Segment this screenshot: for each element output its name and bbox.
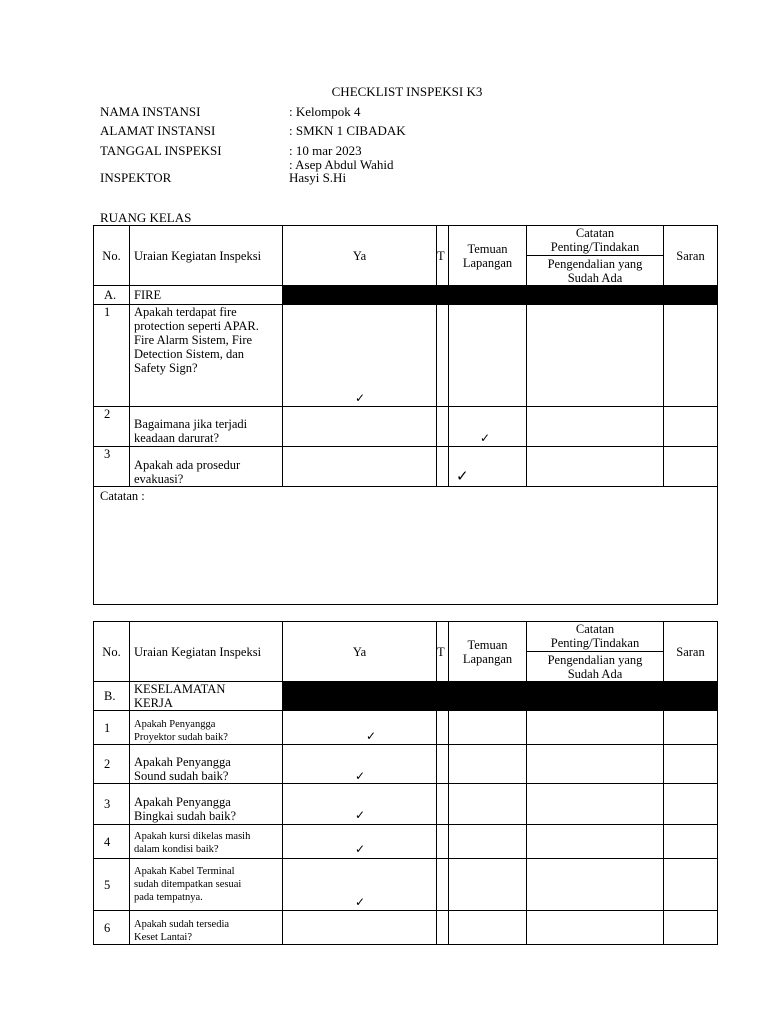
row-desc	[130, 407, 283, 447]
table-header-row	[94, 622, 718, 682]
group-label-line2: KERJA	[134, 696, 173, 710]
catatan-cell[interactable]	[527, 745, 664, 784]
temuan-cell[interactable]	[449, 859, 527, 911]
row-no: 3	[94, 784, 130, 825]
nama-instansi-label: NAMA INSTANSI	[100, 104, 201, 119]
temuan-cell[interactable]	[449, 711, 527, 745]
catatan-cell[interactable]	[527, 711, 664, 745]
ya-cell[interactable]	[283, 305, 437, 407]
row-no: 6	[94, 911, 130, 945]
table-row	[94, 745, 718, 784]
table-row	[94, 784, 718, 825]
catatan-cell[interactable]	[527, 407, 664, 447]
header-tidak: T	[437, 226, 449, 286]
checklist-table-fire	[93, 225, 718, 605]
row-desc	[130, 911, 283, 945]
group-row-keselamatan	[94, 682, 718, 711]
header-saran: Saran	[664, 622, 718, 682]
catatan-cell[interactable]	[527, 447, 664, 487]
row-desc-line: Safety Sign?	[134, 361, 198, 375]
ya-cell[interactable]	[283, 784, 437, 825]
saran-cell[interactable]	[664, 825, 718, 859]
table-row	[94, 407, 718, 447]
group-row-fire	[94, 286, 718, 305]
nama-instansi-value: : Kelompok 4	[289, 104, 361, 119]
group-row-fill	[283, 286, 718, 305]
catatan-cell[interactable]	[527, 859, 664, 911]
tidak-cell[interactable]	[437, 825, 449, 859]
row-desc-line: Apakah Kabel Terminal	[134, 866, 235, 877]
checklist-table-keselamatan	[93, 621, 718, 945]
alamat-instansi-value: : SMKN 1 CIBADAK	[289, 123, 406, 138]
header-catatan-bottom	[527, 256, 663, 285]
row-desc	[130, 305, 283, 407]
ya-cell[interactable]	[283, 447, 437, 487]
row-desc-line: sudah ditempatkan sesuai	[134, 879, 242, 890]
check-mark-icon: ✓	[366, 729, 377, 743]
header-catatan	[527, 622, 664, 682]
header-uraian: Uraian Kegiatan Inspeksi	[130, 226, 283, 286]
catatan-cell[interactable]	[527, 784, 664, 825]
row-desc-line: Sound sudah baik?	[134, 769, 229, 783]
header-temuan	[449, 622, 527, 682]
row-no: 2	[94, 745, 130, 784]
temuan-cell[interactable]	[449, 784, 527, 825]
saran-cell[interactable]	[664, 711, 718, 745]
row-desc	[130, 784, 283, 825]
ya-cell[interactable]	[283, 711, 437, 745]
header-catatan-line1: Catatan	[575, 622, 615, 636]
row-desc-line: Apakah Penyangga	[134, 795, 231, 809]
saran-cell[interactable]	[664, 745, 718, 784]
header-no: No.	[94, 226, 130, 286]
temuan-cell[interactable]	[449, 305, 527, 407]
group-label-line1: KESELAMATAN	[134, 682, 226, 696]
tidak-cell[interactable]	[437, 407, 449, 447]
table-row	[94, 825, 718, 859]
temuan-cell[interactable]	[449, 447, 527, 487]
header-catatan	[527, 226, 664, 286]
header-temuan-line1: Temuan	[467, 637, 508, 652]
table-header-row	[94, 226, 718, 286]
row-desc	[130, 447, 283, 487]
row-desc-line: Fire Alarm Sistem, Fire	[134, 333, 253, 347]
tanggal-inspeksi-value: : 10 mar 2023	[289, 143, 362, 158]
check-mark-icon: ✓	[480, 431, 491, 445]
inspektor-value-line2: Hasyi S.Hi	[289, 170, 347, 185]
row-desc-line: evakuasi?	[134, 472, 184, 486]
header-temuan-line2: Lapangan	[462, 255, 513, 270]
header-catatan-line1: Catatan	[575, 226, 615, 240]
ya-cell[interactable]	[283, 745, 437, 784]
table-row	[94, 305, 718, 407]
header-catatan-line2: Penting/Tindakan	[550, 240, 640, 254]
header-catatan-line3: Pengendalian yang	[547, 653, 643, 667]
header-saran: Saran	[664, 226, 718, 286]
row-desc-line: Apakah Penyangga	[134, 719, 216, 730]
inspektor-label: INSPEKTOR	[100, 170, 172, 185]
header-catatan-line4: Sudah Ada	[567, 271, 623, 285]
saran-cell[interactable]	[664, 407, 718, 447]
ya-cell[interactable]	[283, 859, 437, 911]
catatan-box[interactable]	[94, 487, 718, 605]
table-row	[94, 447, 718, 487]
header-temuan	[449, 226, 527, 286]
temuan-cell[interactable]	[449, 825, 527, 859]
catatan-cell[interactable]	[527, 911, 664, 945]
check-mark-icon: ✓	[355, 842, 366, 856]
row-no: 5	[94, 859, 130, 911]
check-mark-icon: ✓	[355, 391, 366, 405]
temuan-cell[interactable]	[449, 407, 527, 447]
header-temuan-line2: Lapangan	[462, 651, 513, 666]
check-mark-icon: ✓	[355, 769, 366, 783]
ya-cell[interactable]	[283, 825, 437, 859]
check-mark-icon: ✓	[355, 895, 366, 909]
tanggal-inspeksi-label: TANGGAL INSPEKSI	[100, 143, 222, 158]
row-desc	[130, 859, 283, 911]
row-desc-line: Bagaimana jika terjadi	[134, 417, 248, 431]
header-no: No.	[94, 622, 130, 682]
saran-cell[interactable]	[664, 447, 718, 487]
row-desc-line: pada tempatnya.	[134, 892, 203, 903]
table-row	[94, 859, 718, 911]
group-no: A.	[94, 286, 130, 305]
row-desc-line: Bingkai sudah baik?	[134, 809, 237, 823]
tidak-cell[interactable]	[437, 305, 449, 407]
tidak-cell[interactable]	[437, 911, 449, 945]
row-desc-line: Apakah kursi dikelas masih	[134, 831, 251, 842]
row-desc-line: dalam kondisi baik?	[134, 844, 219, 855]
row-desc-line: Keset Lantai?	[134, 932, 193, 943]
header-catatan-bottom	[527, 652, 663, 681]
row-desc-line: keadaan darurat?	[134, 431, 220, 445]
saran-cell[interactable]	[664, 859, 718, 911]
check-mark-icon: ✓	[456, 467, 469, 485]
temuan-cell[interactable]	[449, 745, 527, 784]
document-title: CHECKLIST INSPEKSI K3	[331, 84, 483, 99]
row-no: 3	[94, 447, 130, 487]
group-row-fill	[283, 682, 718, 711]
header-catatan-top	[527, 622, 663, 652]
header-temuan-line1: Temuan	[467, 241, 508, 256]
tidak-cell[interactable]	[437, 859, 449, 911]
saran-cell[interactable]	[664, 784, 718, 825]
catatan-row	[94, 487, 718, 605]
header-uraian: Uraian Kegiatan Inspeksi	[130, 622, 283, 682]
row-no: 2	[94, 407, 130, 447]
saran-cell[interactable]	[664, 305, 718, 407]
table-row	[94, 911, 718, 945]
row-desc-line: protection seperti APAR.	[134, 319, 259, 333]
group-label	[130, 682, 283, 711]
row-desc-line: Apakah sudah tersedia	[134, 919, 230, 930]
row-desc	[130, 745, 283, 784]
catatan-label: Catatan :	[100, 489, 145, 503]
ya-cell[interactable]	[283, 407, 437, 447]
row-desc	[130, 825, 283, 859]
catatan-cell[interactable]	[527, 305, 664, 407]
tidak-cell[interactable]	[437, 745, 449, 784]
group-label: FIRE	[130, 286, 283, 305]
header-catatan-top	[527, 226, 663, 256]
tidak-cell[interactable]	[437, 784, 449, 825]
tidak-cell[interactable]	[437, 447, 449, 487]
row-desc	[130, 711, 283, 745]
header-ya: Ya	[283, 622, 437, 682]
tidak-cell[interactable]	[437, 711, 449, 745]
header-catatan-line3: Pengendalian yang	[547, 257, 643, 271]
catatan-cell[interactable]	[527, 825, 664, 859]
header-catatan-line4: Sudah Ada	[567, 667, 623, 681]
row-no: 1	[94, 305, 130, 407]
temuan-cell[interactable]	[449, 911, 527, 945]
section-label: RUANG KELAS	[100, 210, 192, 225]
ya-cell[interactable]	[283, 911, 437, 945]
row-desc-line: Apakah ada prosedur	[134, 458, 241, 472]
row-desc-line: Detection Sistem, dan	[134, 347, 245, 361]
header-tidak: T	[437, 622, 449, 682]
alamat-instansi-label: ALAMAT INSTANSI	[100, 123, 216, 138]
row-desc-line: Apakah Penyangga	[134, 755, 231, 769]
saran-cell[interactable]	[664, 911, 718, 945]
row-no: 1	[94, 711, 130, 745]
row-no: 4	[94, 825, 130, 859]
check-mark-icon: ✓	[355, 808, 366, 822]
row-desc-line: Proyektor sudah baik?	[134, 732, 228, 743]
header-catatan-line2: Penting/Tindakan	[550, 636, 640, 650]
table-row	[94, 711, 718, 745]
inspektor-value-line1: : Asep Abdul Wahid	[289, 157, 394, 172]
header-ya: Ya	[283, 226, 437, 286]
group-no: B.	[94, 682, 130, 711]
row-desc-line: Apakah terdapat fire	[134, 305, 237, 319]
